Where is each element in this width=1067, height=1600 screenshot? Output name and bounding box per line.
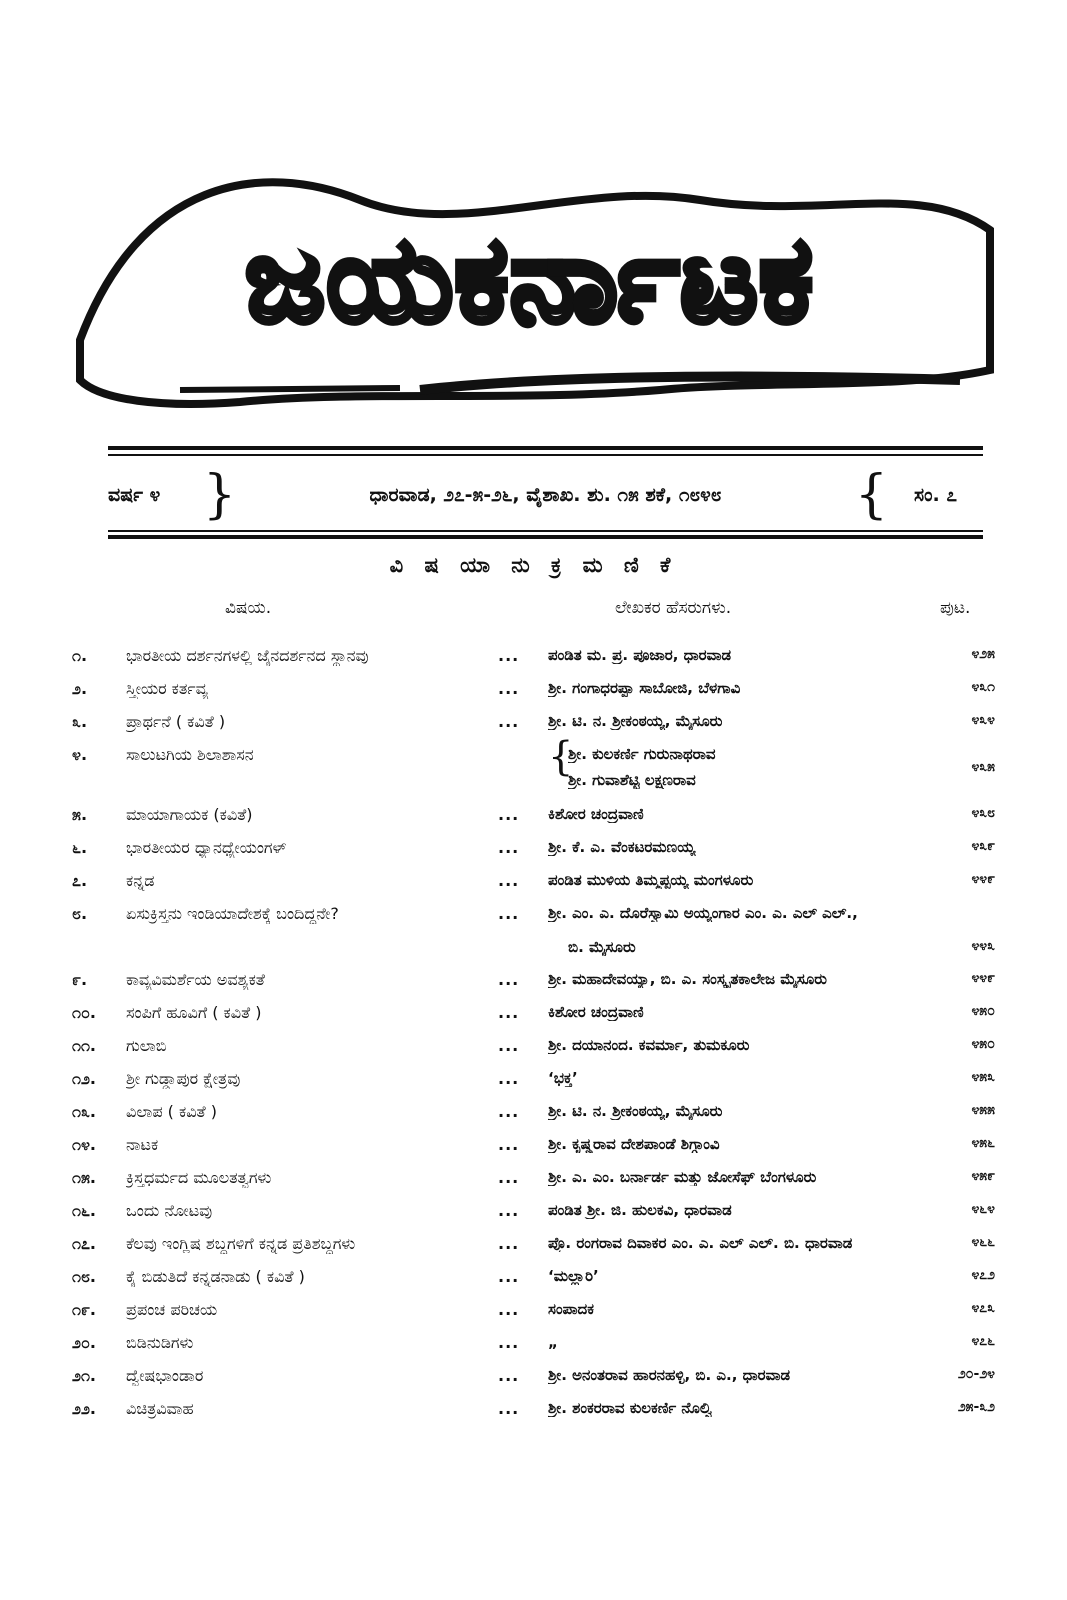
entry-page: ೪೩೪	[971, 712, 995, 728]
entry-subject: ಗುಲಾಬಿ	[126, 1036, 167, 1055]
entry-number: ೧.	[72, 646, 88, 665]
entry-leader-dots: ...	[498, 1135, 520, 1154]
entry-number: ೧೮.	[72, 1267, 96, 1286]
entry-leader-dots: ...	[498, 1234, 520, 1253]
entry-page: ೪೬೬	[971, 1234, 995, 1250]
entry-page: ೪೨೫	[971, 646, 995, 662]
entry-author: ಶ್ರೀ. ಕೆ. ಎ. ವೆಂಕಟರಮಣಯ್ಯ	[548, 838, 696, 856]
entry-author: ಪ್ರೊ. ರಂಗರಾವ ದಿವಾಕರ ಎಂ. ಎ. ಎಲ್ ಎಲ್. ಬಿ. ಧಾರವಾಡ	[548, 1234, 853, 1252]
entry-number: ೧೩.	[72, 1102, 96, 1121]
entry-subject: ನಾಟಕ	[126, 1135, 159, 1154]
entry-author-continued: ಬಿ. ಮೈಸೂರು	[568, 938, 636, 956]
masthead	[60, 140, 1000, 440]
entry-author: ಸಂಪಾದಕ	[548, 1300, 594, 1318]
entry-author: ಶ್ರೀ. ದಯಾನಂದ. ಕವರ್ಮಾ, ತುಮಕೂರು	[548, 1036, 750, 1054]
issue-number: ಸಂ. ೭	[914, 484, 957, 506]
entry-page: ೪೩೯	[971, 838, 995, 854]
entry-leader-dots: ...	[498, 646, 520, 665]
header-page: ಪುಟ.	[940, 598, 971, 618]
entry-leader-dots: ...	[498, 1300, 520, 1319]
entry-number: ೧೭.	[72, 1234, 96, 1253]
entry-leader-dots: ...	[498, 712, 520, 731]
entry-author: ಶ್ರೀ. ಟಿ. ನ. ಶ್ರೀಕಂಠಯ್ಯ, ಮೈಸೂರು	[548, 1102, 723, 1120]
entry-subject: ಏಸುಕ್ರಿಸ್ತನು ಇಂಡಿಯಾದೇಶಕ್ಕೆ ಬಂದಿದ್ದನೇ?	[126, 904, 339, 923]
entry-page: ೪೫೩	[971, 1069, 995, 1085]
entry-author: ಪಂಡಿತ ಶ್ರೀ. ಜಿ. ಹುಲಕವಿ, ಧಾರವಾಡ	[548, 1201, 732, 1219]
entry-subject: ಸಂಪಿಗೆ ಹೂವಿಗೆ ( ಕವಿತೆ )	[126, 1003, 262, 1022]
entry-page: ೪೫೦	[971, 1036, 995, 1052]
entry-number: ೭.	[72, 871, 88, 890]
entry-subject: ಪ್ರಾರ್ಥನೆ ( ಕವಿತೆ )	[126, 712, 226, 731]
entry-page: ೪೪೯	[971, 970, 995, 986]
entry-number: ೧೬.	[72, 1201, 96, 1220]
right-brace: {	[854, 465, 888, 525]
entry-subject: ಭಾರತೀಯರ ಧ್ಯಾನಧ್ಯೇಯಂಗಳ್	[126, 838, 287, 857]
contents-title: ವಿ ಷ ಯಾ ನು ಕ್ರ ಮ ಣಿ ಕೆ	[389, 553, 678, 577]
entry-page: ೪೭೬	[971, 1333, 995, 1349]
entry-page: ೪೭೨	[971, 1267, 995, 1283]
entry-leader-dots: ...	[498, 1168, 520, 1187]
entry-page: ೪೪೯	[971, 871, 995, 887]
entry-page: ೪೪೩	[971, 938, 995, 954]
entry-leader-dots: ...	[498, 838, 520, 857]
entry-number: ೨.	[72, 679, 88, 698]
entry-number: ೩.	[72, 712, 88, 731]
entry-subject: ಕನ್ನಡ	[126, 871, 155, 890]
entry-page: ೪೬೪	[971, 1201, 995, 1217]
issue-volume: ವರ್ಷ ೪	[108, 484, 161, 506]
issue-infobar	[108, 465, 983, 525]
entry-subject: ಒಂದು ನೋಟವು	[126, 1201, 213, 1220]
entry-page: ೪೫೦	[971, 1003, 995, 1019]
top-rule-thick	[108, 446, 983, 450]
entry-author: „	[548, 1333, 558, 1351]
entry-number: ೮.	[72, 904, 88, 923]
entry-subject: ವಿಚಿತ್ರವಿವಾಹ	[126, 1399, 194, 1418]
entry-number: ೧೪.	[72, 1135, 96, 1154]
entry-author: ಪಂಡಿತ ಮುಳಿಯ ತಿಮ್ಮಪ್ಪಯ್ಯ ಮಂಗಳೂರು	[548, 871, 754, 889]
entry-page: ೨೦-೨೪	[957, 1366, 995, 1382]
entry-author: ಶ್ರೀ. ಎಂ. ಎ. ದೊರೆಸ್ವಾಮಿ ಅಯ್ಯಂಗಾರ ಎಂ. ಎ. ಎಲ್ ಎಲ್.,	[548, 904, 858, 922]
entry-subject: ಕಾವ್ಯವಿಮರ್ಶೆಯ ಅವಶ್ಯಕತೆ	[126, 970, 265, 989]
entry-leader-dots: ...	[498, 1366, 520, 1385]
entry-page: ೨೫-೩೨	[957, 1399, 995, 1415]
header-subject: ವಿಷಯ.	[225, 598, 272, 618]
entry-subject: ಪ್ರಪಂಚ ಪರಿಚಯ	[126, 1300, 218, 1319]
entry-author: ಶ್ರೀ. ಮಹಾದೇವಯ್ಯಾ, ಬಿ. ಎ. ಸಂಸ್ಕೃತಕಾಲೇಜ ಮೈಸೂರು	[548, 970, 827, 988]
entry-subject: ಸ್ತ್ರೀಯರ ಕರ್ತವ್ಯ	[126, 679, 209, 698]
entry-page: ೪೩೧	[971, 679, 995, 695]
entry-number: ೧೫.	[72, 1168, 96, 1187]
entry-page: ೪೫೯	[971, 1168, 995, 1184]
entry-subject: ಸಾಲುಟಗಿಯ ಶಿಲಾಶಾಸನ	[126, 745, 254, 764]
entry-subject: ಕೈ ಬಿಡುತಿದೆ ಕನ್ನಡನಾಡು ( ಕವಿತೆ )	[126, 1267, 305, 1286]
entry-author: ಶ್ರೀ. ಶಂಕರರಾವ ಕುಲಕರ್ಣಿ ನೊಲ್ವಿ	[548, 1399, 713, 1417]
entry-subject: ದ್ವೇಷಭಾಂಡಾರ	[126, 1366, 204, 1385]
entry-number: ೧೯.	[72, 1300, 96, 1319]
entry-author: ಪಂಡಿತ ಮ. ಪ್ರ. ಪೂಜಾರ, ಧಾರವಾಡ	[548, 646, 732, 664]
entry-subject: ವಿಲಾಪ ( ಕವಿತೆ )	[126, 1102, 217, 1121]
entry-subject: ಬಿಡಿನುಡಿಗಳು	[126, 1333, 194, 1352]
entry-number: ೨೨.	[72, 1399, 96, 1418]
entry-number: ೨೦.	[72, 1333, 96, 1352]
issue-dateline: ಧಾರವಾಡ, ೨೭-೫-೨೬, ವೈಶಾಖ. ಶು. ೧೫ ಶಕೆ, ೧೮೪೮	[369, 484, 722, 506]
left-brace: }	[203, 465, 237, 525]
author-group-brace: {	[548, 734, 574, 780]
entry-subject: ಕ್ರಿಸ್ತಧರ್ಮದ ಮೂಲತತ್ವಗಳು	[126, 1168, 272, 1187]
entry-leader-dots: ...	[498, 805, 520, 824]
entry-page: ೪೩೮	[971, 805, 995, 821]
entry-number: ೧೨.	[72, 1069, 96, 1088]
entry-leader-dots: ...	[498, 1333, 520, 1352]
entry-leader-dots: ...	[498, 871, 520, 890]
entry-leader-dots: ...	[498, 1399, 520, 1418]
entry-subject: ಭಾರತೀಯ ದರ್ಶನಗಳಲ್ಲಿ ಜೈನದರ್ಶನದ ಸ್ಥಾನವು	[126, 646, 369, 665]
entry-author: ‘ಭಕ್ತ’	[548, 1069, 578, 1087]
entry-author: ‘ಮಲ್ಹಾರಿ’	[548, 1267, 599, 1285]
entry-number: ೬.	[72, 838, 88, 857]
bottom-rule-thin	[108, 530, 983, 532]
entry-leader-dots: ...	[498, 904, 520, 923]
entry-number: ೧೧.	[72, 1036, 96, 1055]
header-author: ಲೇಖಕರ ಹೆಸರುಗಳು.	[615, 598, 732, 618]
entry-author: ಶ್ರೀ. ಕೃಷ್ಣರಾವ ದೇಶಪಾಂಡೆ ಶಿಗ್ಗಾಂವಿ	[548, 1135, 720, 1153]
entry-author: ಶ್ರೀ. ಟಿ. ನ. ಶ್ರೀಕಂಠಯ್ಯ, ಮೈಸೂರು	[548, 712, 723, 730]
entry-author: ಕಿಶೋರ ಚಂದ್ರವಾಣಿ	[548, 1003, 644, 1021]
entry-subject: ಮಾಯಾಗಾಯಕ (ಕವಿತೆ)	[126, 805, 253, 824]
entry-author: ಶ್ರೀ. ಗಂಗಾಧರಪ್ಪಾ ಸಾಬೋಜಿ, ಬೆಳಗಾವಿ	[548, 679, 741, 697]
entry-number: ೯.	[72, 970, 88, 989]
entry-number: ೪.	[72, 745, 88, 764]
top-rule-thin	[108, 454, 983, 456]
entry-author-second: ಶ್ರೀ. ಗುವಾಶೆಟ್ಟಿ ಲಕ್ಷ್ಮಣರಾವ	[568, 771, 696, 789]
entry-leader-dots: ...	[498, 1069, 520, 1088]
entry-number: ೫.	[72, 805, 88, 824]
entry-author: ಶ್ರೀ. ಎ. ಎಂ. ಬರ್ನಾರ್ಡ ಮತ್ತು ಜೋಸೆಫ್ ಬೆಂಗಳೂರು	[548, 1168, 817, 1186]
entry-page: ೪೫೫	[971, 1102, 995, 1118]
entry-subject: ಕೆಲವು ಇಂಗ್ಲಿಷ ಶಬ್ದಗಳಿಗೆ ಕನ್ನಡ ಪ್ರತಿಶಬ್ದಗಳು	[126, 1234, 356, 1253]
entry-page: ೪೩೫	[971, 759, 995, 775]
entry-number: ೨೧.	[72, 1366, 96, 1385]
entry-page: ೪೭೩	[971, 1300, 995, 1316]
entry-page: ೪೫೬	[971, 1135, 995, 1151]
entry-leader-dots: ...	[498, 1102, 520, 1121]
bottom-rule-thick	[108, 535, 983, 539]
entry-leader-dots: ...	[498, 1036, 520, 1055]
entry-author: ಶ್ರೀ. ಅನಂತರಾವ ಹಾರನಹಳ್ಳಿ, ಬಿ. ಎ., ಧಾರವಾಡ	[548, 1366, 791, 1384]
entry-leader-dots: ...	[498, 1003, 520, 1022]
entry-leader-dots: ...	[498, 1267, 520, 1286]
entry-leader-dots: ...	[498, 1201, 520, 1220]
masthead-title: ಜಯಕರ್ನಾಟಕ	[245, 209, 815, 348]
entry-author: ಕಿಶೋರ ಚಂದ್ರವಾಣಿ	[548, 805, 644, 823]
entry-subject: ಶ್ರೀ ಗುಡ್ಡಾಪುರ ಕ್ಷೇತ್ರವು	[126, 1069, 241, 1088]
entry-number: ೧೦.	[72, 1003, 96, 1022]
entry-leader-dots: ...	[498, 679, 520, 698]
entry-leader-dots: ...	[498, 970, 520, 989]
entry-author: ಶ್ರೀ. ಕುಲಕರ್ಣಿ ಗುರುನಾಥರಾವ	[568, 745, 716, 763]
